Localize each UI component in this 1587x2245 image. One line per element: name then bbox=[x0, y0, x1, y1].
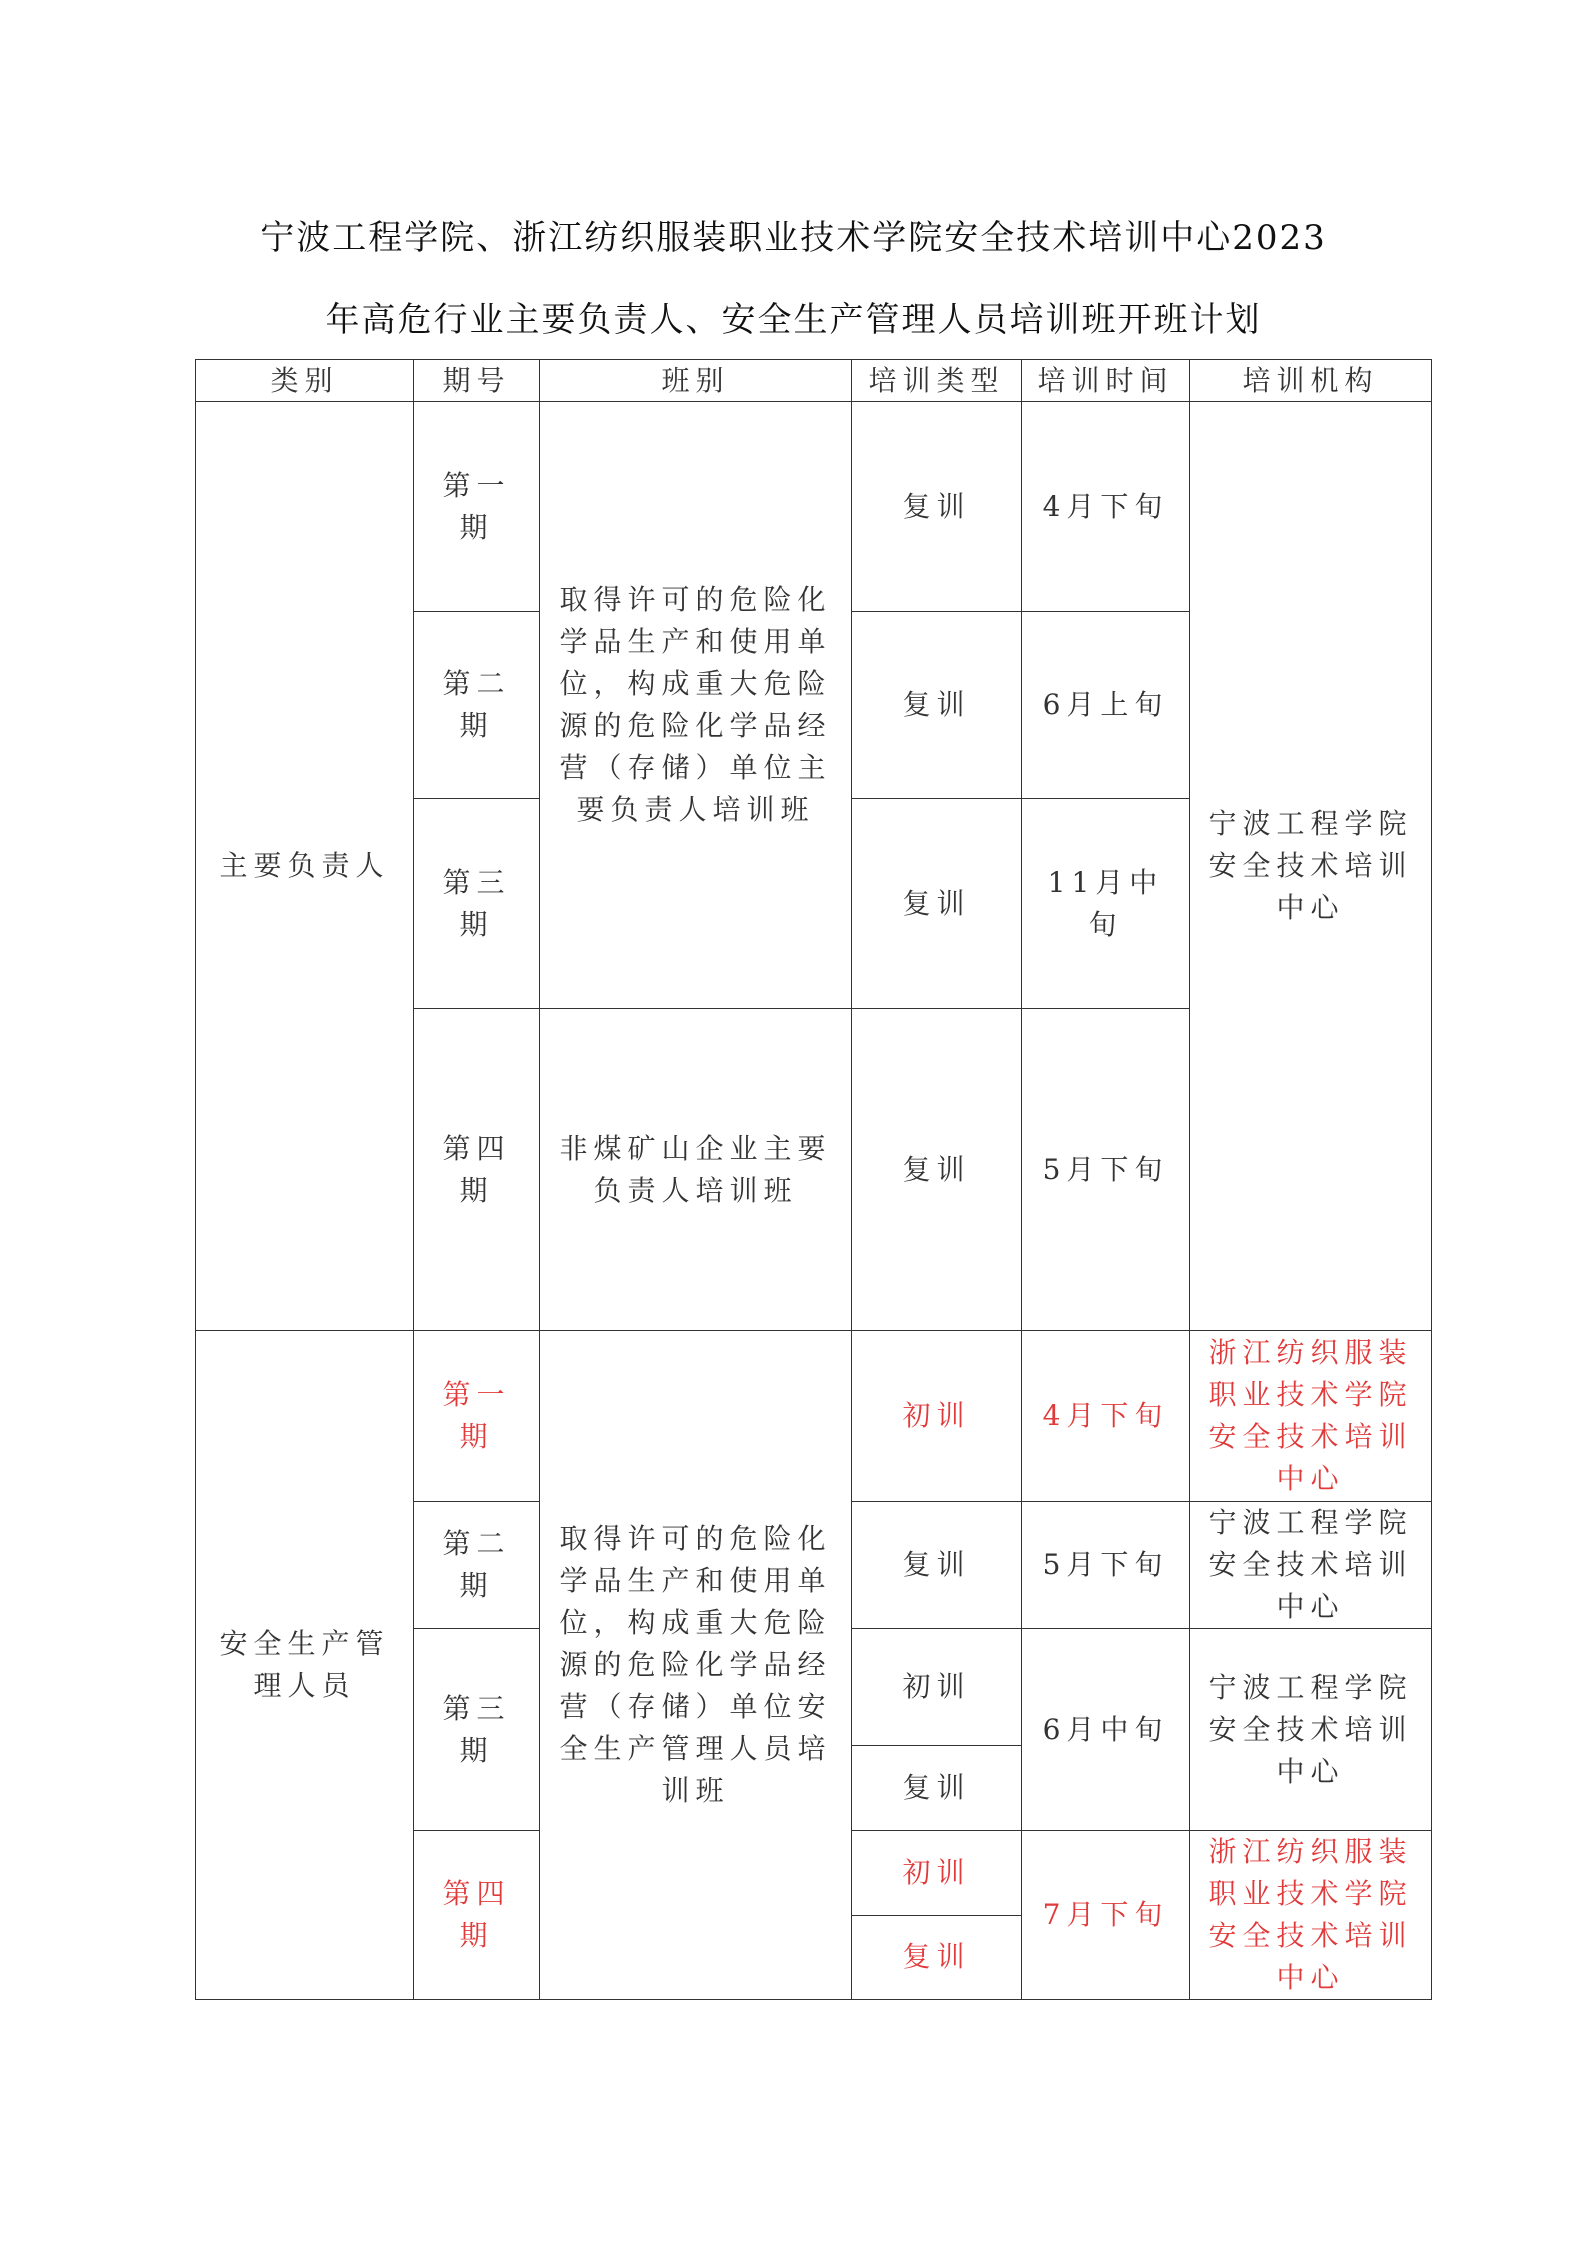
header-org: 培训机构 bbox=[1190, 360, 1432, 402]
section1-org: 宁波工程学院安全技术培训中心 bbox=[1190, 402, 1432, 1331]
section1-period-2: 第二期 bbox=[414, 612, 540, 799]
section2-org-2: 宁波工程学院安全技术培训中心 bbox=[1190, 1502, 1432, 1629]
training-plan-table bbox=[195, 359, 1432, 2000]
section1-class-b: 非煤矿山企业主要负责人培训班 bbox=[540, 1009, 852, 1331]
section2-org-4: 浙江纺织服装职业技术学院安全技术培训中心 bbox=[1190, 1831, 1432, 2000]
section1-time-1: 4月下旬 bbox=[1022, 402, 1190, 612]
section2-period-4: 第四期 bbox=[414, 1831, 540, 2000]
section2-time-4: 7月下旬 bbox=[1022, 1831, 1190, 2000]
table-row bbox=[196, 402, 1432, 612]
section2-period-2: 第二期 bbox=[414, 1502, 540, 1629]
section1-type-1: 复训 bbox=[852, 402, 1022, 612]
section1-type-2: 复训 bbox=[852, 612, 1022, 799]
section2-period-3: 第三期 bbox=[414, 1629, 540, 1831]
header-category: 类别 bbox=[196, 360, 414, 402]
table-header-row bbox=[196, 360, 1432, 402]
section2-type-3a: 初训 bbox=[852, 1629, 1022, 1746]
section2-category: 安全生产管理人员 bbox=[196, 1331, 414, 2000]
section2-type-4a: 初训 bbox=[852, 1831, 1022, 1916]
section2-type-2: 复训 bbox=[852, 1502, 1022, 1629]
header-time: 培训时间 bbox=[1022, 360, 1190, 402]
section2-class: 取得许可的危险化学品生产和使用单位，构成重大危险源的危险化学品经营（存储）单位安全生产管理人员培训班 bbox=[540, 1331, 852, 2000]
section2-type-4b: 复训 bbox=[852, 1915, 1022, 2000]
section1-period-4: 第四期 bbox=[414, 1009, 540, 1331]
section2-org-1: 浙江纺织服装职业技术学院安全技术培训中心 bbox=[1190, 1331, 1432, 1502]
section1-period-1: 第一期 bbox=[414, 402, 540, 612]
table-row bbox=[196, 1331, 1432, 1502]
section1-period-3: 第三期 bbox=[414, 799, 540, 1009]
section2-type-3b: 复训 bbox=[852, 1746, 1022, 1831]
section2-type-1: 初训 bbox=[852, 1331, 1022, 1502]
header-period: 期号 bbox=[414, 360, 540, 402]
section1-type-3: 复训 bbox=[852, 799, 1022, 1009]
section1-time-4: 5月下旬 bbox=[1022, 1009, 1190, 1331]
section1-time-3: 11月中旬 bbox=[1022, 799, 1190, 1009]
section2-time-1: 4月下旬 bbox=[1022, 1331, 1190, 1502]
section2-time-2: 5月下旬 bbox=[1022, 1502, 1190, 1629]
document-title-line-1: 宁波工程学院、浙江纺织服装职业技术学院安全技术培训中心2023 bbox=[260, 218, 1327, 258]
section1-category: 主要负责人 bbox=[196, 402, 414, 1331]
section1-class-a: 取得许可的危险化学品生产和使用单位，构成重大危险源的危险化学品经营（存储）单位主要负责人培训班 bbox=[540, 402, 852, 1009]
document-title-line-2: 年高危行业主要负责人、安全生产管理人员培训班开班计划 bbox=[325, 300, 1262, 340]
header-type: 培训类型 bbox=[852, 360, 1022, 402]
section2-period-1: 第一期 bbox=[414, 1331, 540, 1502]
header-class: 班别 bbox=[540, 360, 852, 402]
section1-time-2: 6月上旬 bbox=[1022, 612, 1190, 799]
section2-time-3: 6月中旬 bbox=[1022, 1629, 1190, 1831]
section2-org-3: 宁波工程学院安全技术培训中心 bbox=[1190, 1629, 1432, 1831]
section1-type-4: 复训 bbox=[852, 1009, 1022, 1331]
